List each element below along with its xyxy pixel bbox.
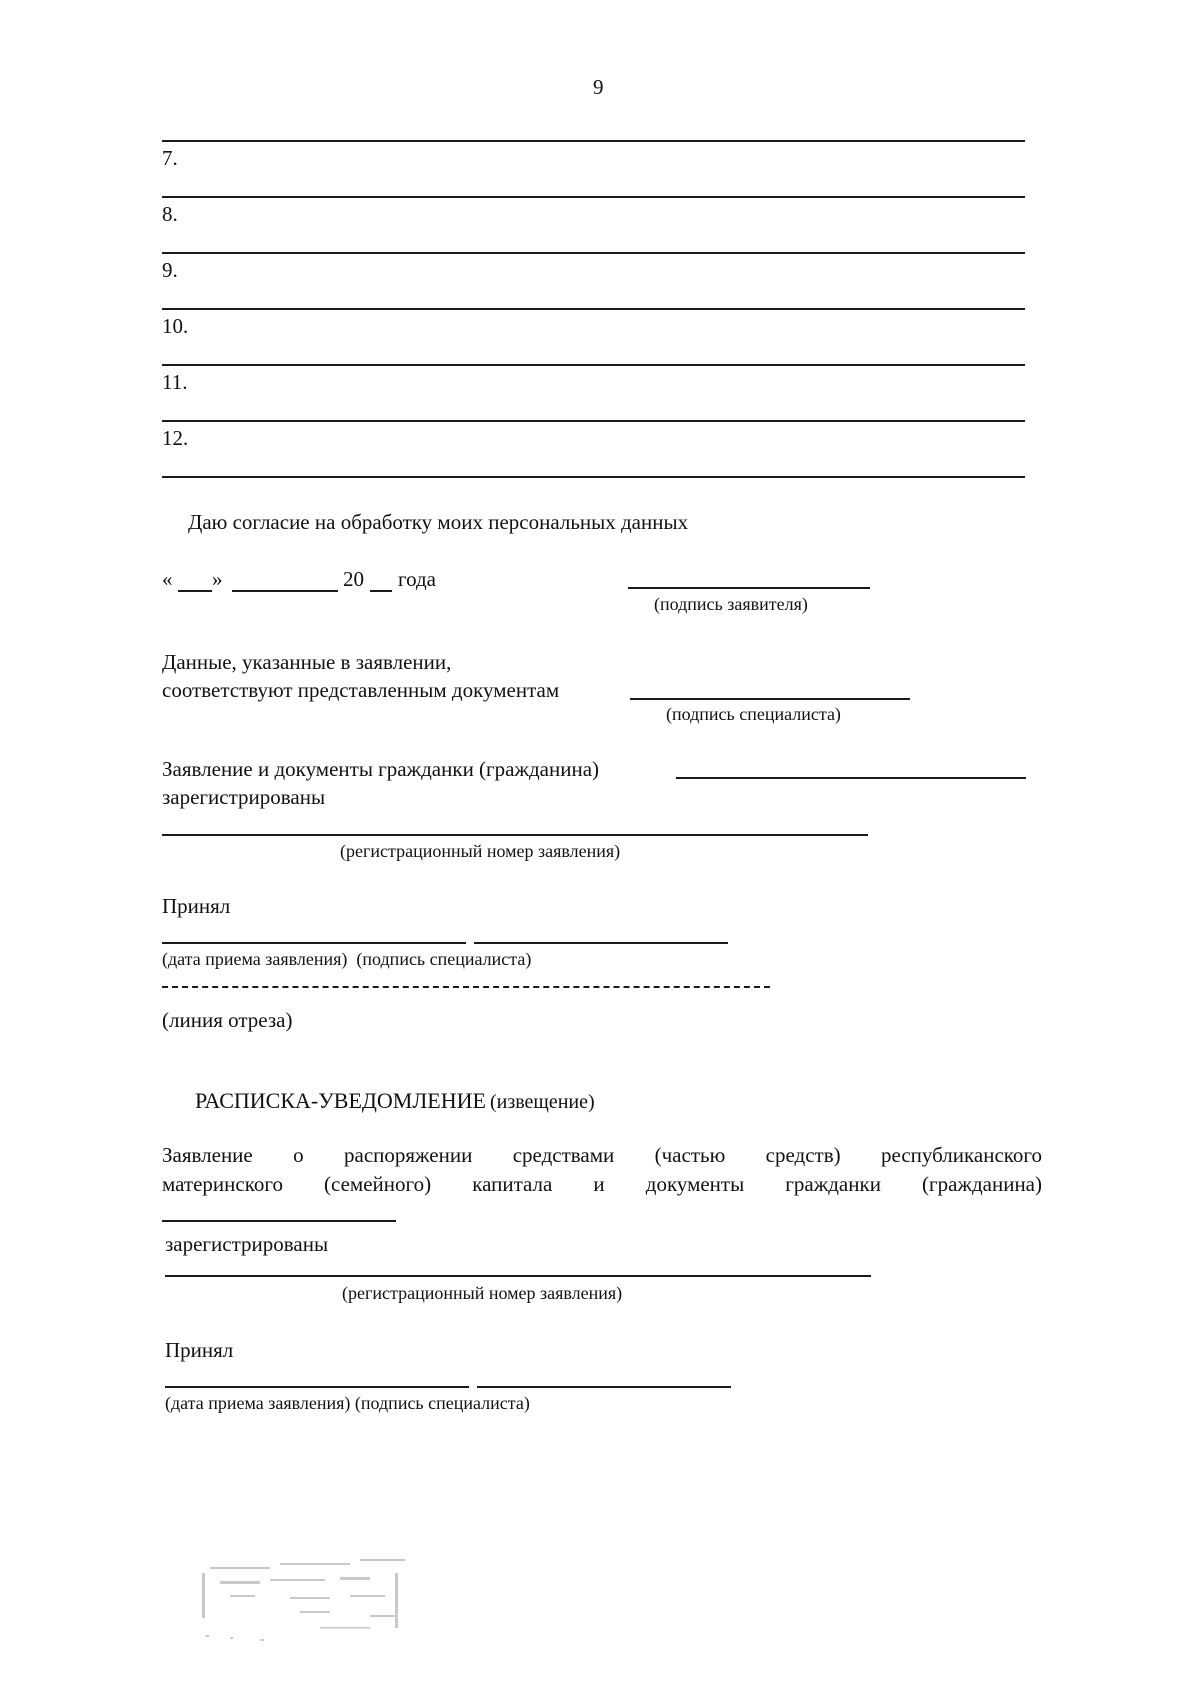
receipt-signature-line [477, 1386, 731, 1388]
line-number: 9. [162, 258, 178, 282]
receipt-title-row [195, 1088, 595, 1114]
receipt-number-caption: (регистрационный номер заявления) [342, 1283, 623, 1303]
receipt-title-note: (извещение) [489, 1091, 595, 1113]
month-blank [232, 590, 338, 592]
cut-caption: (линия отреза) [162, 1008, 293, 1032]
receipt-paragraph-line2: материнского (семейного) капитала и документы гражданки (гражданина) [162, 1172, 1042, 1196]
day-blank [178, 590, 212, 592]
receipt-title: РАСПИСКА-УВЕДОМЛЕНИЕ [195, 1088, 486, 1113]
specialist-signature-caption: (подпись специалиста) [666, 704, 841, 724]
form-line [162, 420, 1025, 422]
receipt-number-line [165, 1275, 871, 1277]
receipt-registered: зарегистрированы [165, 1232, 329, 1256]
consent-text: Даю согласие на обработку моих персональных данных [188, 510, 689, 534]
line-number: 8. [162, 202, 178, 226]
year-suffix: года [398, 567, 436, 591]
accept-date-line [162, 942, 466, 944]
receipt-paragraph-line1: Заявление о распоряжении средствами (частью средств) республиканского [162, 1143, 1042, 1167]
form-line [162, 252, 1025, 254]
applicant-signature-line [628, 587, 870, 589]
date-open-quote: « [162, 567, 173, 591]
accept-captions: (дата приема заявления) (подпись специалиста) [162, 949, 532, 969]
accept-signature-line [474, 942, 728, 944]
stamp-imprint [200, 1555, 420, 1645]
verification-line1: Данные, указанные в заявлении, [162, 650, 452, 674]
line-number: 7. [162, 146, 178, 170]
receipt-date-line [165, 1386, 469, 1388]
registration-line2: зарегистрированы [162, 785, 326, 809]
applicant-signature-caption: (подпись заявителя) [654, 594, 808, 614]
line-number: 12. [162, 426, 189, 450]
accepted-label: Принял [162, 894, 231, 918]
receipt-accepted-label: Принял [165, 1338, 234, 1362]
line-number: 10. [162, 314, 189, 338]
form-line [162, 476, 1025, 478]
receipt-captions: (дата приема заявления) (подпись специалиста) [165, 1393, 530, 1413]
line-number: 11. [162, 370, 188, 394]
date-close-quote: » [212, 567, 223, 591]
registration-line1: Заявление и документы гражданки (гражданина) [162, 757, 600, 781]
verification-line2: соответствуют представленным документам [162, 678, 560, 702]
registration-number-line [162, 834, 868, 836]
citizen-name-line [676, 777, 1026, 779]
form-line [162, 308, 1025, 310]
page-number: 9 [593, 75, 604, 99]
cut-line [162, 986, 770, 988]
form-line [162, 196, 1025, 198]
form-line [162, 140, 1025, 142]
year-prefix: 20 [343, 567, 364, 591]
form-line [162, 364, 1025, 366]
specialist-signature-line [630, 698, 910, 700]
year-blank [370, 590, 392, 592]
receipt-citizen-line [162, 1220, 396, 1222]
registration-number-caption: (регистрационный номер заявления) [340, 841, 621, 861]
